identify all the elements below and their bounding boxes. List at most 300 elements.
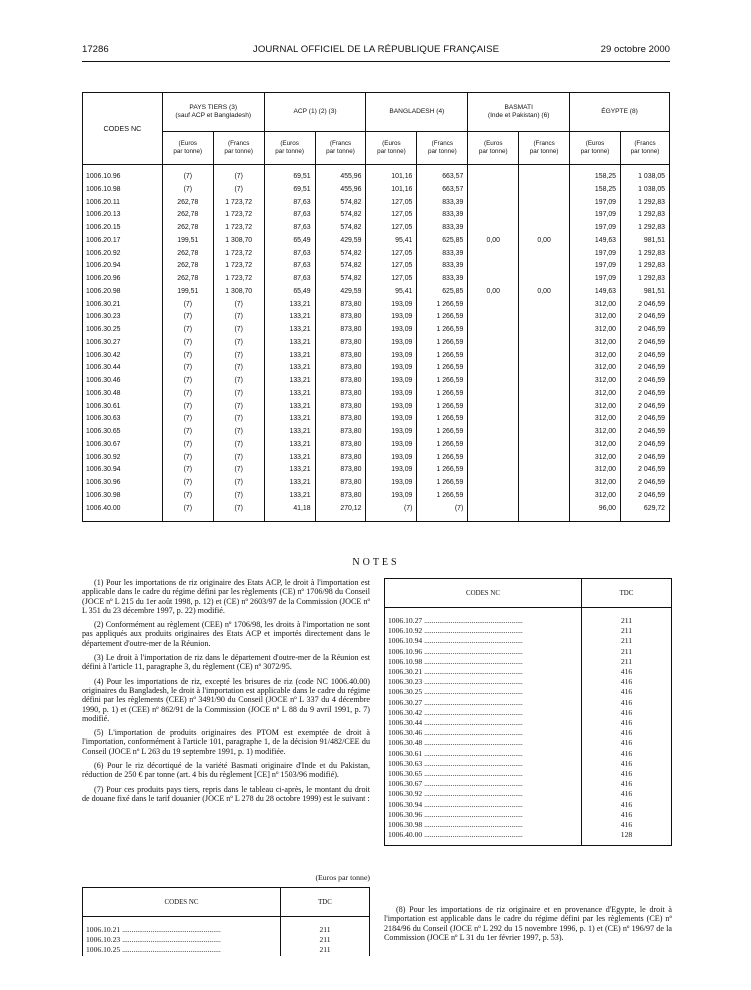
dot-leader: .................................................... bbox=[422, 769, 523, 779]
value-cell bbox=[468, 426, 519, 439]
value-cell: (7) bbox=[162, 311, 213, 324]
dot-leader: .................................................... bbox=[120, 935, 221, 945]
value-cell: (7) bbox=[213, 490, 264, 503]
value-cell: 663,57 bbox=[417, 165, 468, 184]
codes-nc-cell: 1006.30.27 bbox=[83, 337, 163, 350]
table-row bbox=[385, 728, 672, 738]
value-cell: 262,78 bbox=[162, 260, 213, 273]
value-cell bbox=[468, 452, 519, 465]
tdc-small-codes-header: CODES NC bbox=[83, 888, 281, 917]
value-cell bbox=[519, 222, 570, 235]
value-cell bbox=[519, 503, 570, 522]
note-7: (7) Pour ces produits pays tiers, repris dans le tableau ci-après, le montant du droit de douane fixé dans le tarif douanier (JOCE nº L 278 du 28 octobre 1999) est le suivant : bbox=[82, 784, 370, 803]
value-cell: 1 308,70 bbox=[213, 235, 264, 248]
value-cell: (7) bbox=[162, 165, 213, 184]
tdc-value-cell: 211 bbox=[281, 917, 370, 936]
dot-leader: .................................................... bbox=[422, 616, 523, 625]
value-cell bbox=[468, 299, 519, 312]
value-cell: 193,09 bbox=[366, 490, 417, 503]
dot-leader: .................................................... bbox=[422, 799, 523, 809]
dot-leader: .................................................... bbox=[422, 656, 523, 666]
unit-header-row bbox=[83, 132, 670, 165]
tdc-value-cell: 128 bbox=[582, 830, 672, 846]
codes-nc-cell: 1006.30.94 bbox=[83, 464, 163, 477]
unit-francs-header: (Francs par tonne) bbox=[620, 132, 669, 165]
value-cell: 312,00 bbox=[570, 477, 621, 490]
table-row bbox=[385, 708, 672, 718]
value-cell: 193,09 bbox=[366, 324, 417, 337]
value-cell: 193,09 bbox=[366, 337, 417, 350]
value-cell: 133,21 bbox=[264, 362, 315, 375]
tdc-code-cell: 1006.30.67 .................................................... bbox=[385, 779, 582, 789]
tdc-value-cell: 416 bbox=[582, 800, 672, 810]
value-cell: (7) bbox=[417, 503, 468, 522]
value-cell: 133,21 bbox=[264, 311, 315, 324]
value-cell: 133,21 bbox=[264, 439, 315, 452]
table-row bbox=[385, 810, 672, 820]
value-cell: 133,21 bbox=[264, 401, 315, 414]
value-cell: 193,09 bbox=[366, 311, 417, 324]
codes-nc-cell: 1006.20.92 bbox=[83, 248, 163, 261]
tdc-code-cell: 1006.40.00 .................................................... bbox=[385, 830, 582, 846]
value-cell bbox=[519, 337, 570, 350]
value-cell: 873,80 bbox=[315, 439, 366, 452]
value-cell: (7) bbox=[162, 362, 213, 375]
value-cell: 1 266,59 bbox=[417, 490, 468, 503]
table-row bbox=[83, 248, 670, 261]
value-cell: 101,16 bbox=[366, 184, 417, 197]
value-cell bbox=[468, 273, 519, 286]
tdc-value-cell: 211 bbox=[582, 626, 672, 636]
dot-leader: .................................................... bbox=[422, 728, 523, 738]
value-cell: 873,80 bbox=[315, 401, 366, 414]
value-cell: 95,41 bbox=[366, 235, 417, 248]
value-cell: (7) bbox=[162, 350, 213, 363]
value-cell: 158,25 bbox=[570, 165, 621, 184]
value-cell: 1 266,59 bbox=[417, 337, 468, 350]
journal-title: JOURNAL OFFICIEL DE LA RÉPUBLIQUE FRANÇAISE bbox=[252, 44, 500, 55]
value-cell: 133,21 bbox=[264, 324, 315, 337]
tdc-code-cell: 1006.30.42 .................................................... bbox=[385, 708, 582, 718]
table-row bbox=[385, 800, 672, 810]
value-cell bbox=[468, 222, 519, 235]
value-cell: 1 266,59 bbox=[417, 324, 468, 337]
group-header-pays-tiers: PAYS TIERS (3) (sauf ACP et Bangladesh) bbox=[162, 93, 264, 132]
dot-leader: .................................................... bbox=[422, 697, 523, 707]
tdc-small-tdc-header: TDC bbox=[281, 888, 370, 917]
codes-nc-cell: 1006.30.96 bbox=[83, 477, 163, 490]
value-cell bbox=[519, 324, 570, 337]
codes-nc-cell: 1006.40.00 bbox=[83, 503, 163, 522]
value-cell: 0,00 bbox=[468, 235, 519, 248]
value-cell: (7) bbox=[162, 388, 213, 401]
value-cell: 133,21 bbox=[264, 299, 315, 312]
value-cell: 133,21 bbox=[264, 426, 315, 439]
tdc-code-cell: 1006.10.98 .................................................... bbox=[385, 657, 582, 667]
import-duties-table bbox=[82, 92, 670, 522]
table-row bbox=[385, 749, 672, 759]
value-cell: 2 046,59 bbox=[620, 413, 669, 426]
value-cell: 873,80 bbox=[315, 464, 366, 477]
tdc-code-cell: 1006.30.21 .................................................... bbox=[385, 667, 582, 677]
value-cell: 312,00 bbox=[570, 439, 621, 452]
table-row bbox=[83, 388, 670, 401]
value-cell: 149,63 bbox=[570, 286, 621, 299]
codes-nc-header: CODES NC bbox=[83, 93, 163, 165]
tdc-code-cell: 1006.30.27 .................................................... bbox=[385, 698, 582, 708]
codes-nc-cell: 1006.30.92 bbox=[83, 452, 163, 465]
value-cell bbox=[519, 197, 570, 210]
value-cell: 262,78 bbox=[162, 248, 213, 261]
value-cell: (7) bbox=[213, 337, 264, 350]
value-cell: 1 292,83 bbox=[620, 222, 669, 235]
value-cell: 0,00 bbox=[519, 286, 570, 299]
table-row bbox=[83, 197, 670, 210]
value-cell: 1 038,05 bbox=[620, 184, 669, 197]
value-cell: 1 266,59 bbox=[417, 439, 468, 452]
table-row bbox=[83, 260, 670, 273]
value-cell bbox=[468, 439, 519, 452]
value-cell bbox=[468, 375, 519, 388]
dot-leader: .................................................... bbox=[422, 789, 523, 799]
value-cell: (7) bbox=[213, 477, 264, 490]
table-row bbox=[83, 464, 670, 477]
table-row bbox=[83, 222, 670, 235]
value-cell: 193,09 bbox=[366, 401, 417, 414]
value-cell: 1 266,59 bbox=[417, 350, 468, 363]
value-cell: 127,05 bbox=[366, 209, 417, 222]
value-cell: 0,00 bbox=[468, 286, 519, 299]
value-cell bbox=[468, 401, 519, 414]
value-cell bbox=[468, 490, 519, 503]
value-cell: 133,21 bbox=[264, 490, 315, 503]
value-cell bbox=[468, 350, 519, 363]
value-cell: (7) bbox=[162, 464, 213, 477]
value-cell: 1 266,59 bbox=[417, 311, 468, 324]
value-cell bbox=[468, 324, 519, 337]
value-cell bbox=[468, 260, 519, 273]
value-cell: 133,21 bbox=[264, 452, 315, 465]
value-cell bbox=[519, 401, 570, 414]
value-cell: 2 046,59 bbox=[620, 452, 669, 465]
value-cell: 429,59 bbox=[315, 235, 366, 248]
value-cell: 1 723,72 bbox=[213, 197, 264, 210]
value-cell: 127,05 bbox=[366, 273, 417, 286]
table-row bbox=[83, 439, 670, 452]
value-cell: (7) bbox=[162, 413, 213, 426]
value-cell: 2 046,59 bbox=[620, 477, 669, 490]
value-cell: 981,51 bbox=[620, 286, 669, 299]
value-cell bbox=[519, 299, 570, 312]
value-cell bbox=[519, 362, 570, 375]
value-cell: 197,09 bbox=[570, 197, 621, 210]
value-cell: 833,39 bbox=[417, 260, 468, 273]
table-row bbox=[385, 608, 672, 627]
value-cell: 87,63 bbox=[264, 222, 315, 235]
value-cell: 312,00 bbox=[570, 324, 621, 337]
value-cell: 312,00 bbox=[570, 299, 621, 312]
value-cell: 193,09 bbox=[366, 299, 417, 312]
page-header bbox=[82, 44, 670, 58]
codes-nc-cell: 1006.30.65 bbox=[83, 426, 163, 439]
value-cell: 65,49 bbox=[264, 235, 315, 248]
unit-francs-header: (Francs par tonne) bbox=[315, 132, 366, 165]
value-cell bbox=[519, 350, 570, 363]
codes-nc-cell: 1006.30.21 bbox=[83, 299, 163, 312]
notes-title: NOTES bbox=[352, 557, 400, 568]
notes-left-column bbox=[82, 578, 370, 808]
unit-francs-header: (Francs par tonne) bbox=[519, 132, 570, 165]
tdc-large-tdc-header: TDC bbox=[582, 579, 672, 608]
value-cell: 149,63 bbox=[570, 235, 621, 248]
value-cell: 1 266,59 bbox=[417, 413, 468, 426]
tdc-code-cell: 1006.30.23 .................................................... bbox=[385, 677, 582, 687]
dot-leader: .................................................... bbox=[422, 667, 523, 677]
codes-nc-cell: 1006.30.23 bbox=[83, 311, 163, 324]
tdc-value-cell: 416 bbox=[582, 749, 672, 759]
tdc-value-cell: 211 bbox=[281, 945, 370, 955]
table-row bbox=[83, 935, 370, 945]
value-cell: 312,00 bbox=[570, 490, 621, 503]
tdc-value-cell: 211 bbox=[281, 935, 370, 945]
value-cell: 193,09 bbox=[366, 452, 417, 465]
value-cell bbox=[519, 464, 570, 477]
table-row bbox=[83, 165, 670, 184]
table-row bbox=[385, 779, 672, 789]
value-cell: 197,09 bbox=[570, 222, 621, 235]
value-cell: 262,78 bbox=[162, 197, 213, 210]
codes-nc-cell: 1006.10.98 bbox=[83, 184, 163, 197]
value-cell: 1 266,59 bbox=[417, 452, 468, 465]
value-cell: 312,00 bbox=[570, 388, 621, 401]
tdc-value-cell: 416 bbox=[582, 728, 672, 738]
value-cell: 873,80 bbox=[315, 362, 366, 375]
value-cell: 262,78 bbox=[162, 222, 213, 235]
value-cell: 1 292,83 bbox=[620, 260, 669, 273]
table-row bbox=[83, 286, 670, 299]
value-cell: 833,39 bbox=[417, 273, 468, 286]
table-row bbox=[385, 626, 672, 636]
value-cell bbox=[468, 209, 519, 222]
value-cell bbox=[468, 464, 519, 477]
value-cell: 1 308,70 bbox=[213, 286, 264, 299]
codes-nc-cell: 1006.20.94 bbox=[83, 260, 163, 273]
value-cell: 312,00 bbox=[570, 452, 621, 465]
tdc-code-cell: 1006.30.65 .................................................... bbox=[385, 769, 582, 779]
value-cell: 127,05 bbox=[366, 248, 417, 261]
tdc-code-cell: 1006.10.27 .................................................... bbox=[385, 608, 582, 627]
value-cell: 1 266,59 bbox=[417, 426, 468, 439]
table-row bbox=[385, 687, 672, 697]
dot-leader: .................................................... bbox=[422, 636, 523, 646]
value-cell: 197,09 bbox=[570, 248, 621, 261]
value-cell: 2 046,59 bbox=[620, 426, 669, 439]
value-cell: 873,80 bbox=[315, 388, 366, 401]
value-cell: 1 038,05 bbox=[620, 165, 669, 184]
table-row bbox=[385, 677, 672, 687]
value-cell: 2 046,59 bbox=[620, 464, 669, 477]
value-cell: (7) bbox=[213, 375, 264, 388]
value-cell: 199,51 bbox=[162, 235, 213, 248]
value-cell bbox=[468, 311, 519, 324]
value-cell: 873,80 bbox=[315, 477, 366, 490]
tdc-value-cell: 416 bbox=[582, 667, 672, 677]
tdc-value-cell: 416 bbox=[582, 677, 672, 687]
unit-francs-header: (Francs par tonne) bbox=[417, 132, 468, 165]
unit-francs-header: (Francs par tonne) bbox=[213, 132, 264, 165]
value-cell: 574,82 bbox=[315, 248, 366, 261]
value-cell: 193,09 bbox=[366, 350, 417, 363]
value-cell: (7) bbox=[162, 375, 213, 388]
value-cell bbox=[519, 311, 570, 324]
value-cell: (7) bbox=[213, 184, 264, 197]
value-cell: 193,09 bbox=[366, 413, 417, 426]
table-row bbox=[385, 759, 672, 769]
table-row bbox=[83, 209, 670, 222]
value-cell: 574,82 bbox=[315, 260, 366, 273]
tdc-value-cell: 416 bbox=[582, 789, 672, 799]
value-cell: (7) bbox=[213, 165, 264, 184]
value-cell bbox=[468, 248, 519, 261]
value-cell: 833,39 bbox=[417, 248, 468, 261]
value-cell: 65,49 bbox=[264, 286, 315, 299]
value-cell: 1 266,59 bbox=[417, 464, 468, 477]
value-cell: 625,85 bbox=[417, 286, 468, 299]
value-cell: 873,80 bbox=[315, 375, 366, 388]
value-cell: 127,05 bbox=[366, 222, 417, 235]
value-cell: 873,80 bbox=[315, 426, 366, 439]
value-cell: 1 723,72 bbox=[213, 222, 264, 235]
table-row bbox=[83, 184, 670, 197]
note-1: (1) Pour les importations de riz originaire des Etats ACP, le droit à l'importation est applicable dans le cadre du régime défini par les règlements (CE) nº 1706/98 du Conseil (JOCE nº L 215 du 1er août 1998, p. 12) et (CE) nº 2603/97 de la Commission (JOCE nº L 351 du 23 décembre 1997, p. 22) modifié. bbox=[82, 578, 370, 615]
value-cell bbox=[519, 184, 570, 197]
dot-leader: .................................................... bbox=[422, 646, 523, 656]
value-cell: 262,78 bbox=[162, 273, 213, 286]
value-cell: 2 046,59 bbox=[620, 362, 669, 375]
table-row bbox=[83, 375, 670, 388]
tdc-large-codes-header: CODES NC bbox=[385, 579, 582, 608]
value-cell: 133,21 bbox=[264, 413, 315, 426]
table-row bbox=[385, 738, 672, 748]
table-row bbox=[83, 413, 670, 426]
table-row bbox=[83, 477, 670, 490]
dot-leader: .................................................... bbox=[422, 687, 523, 697]
tdc-value-cell: 211 bbox=[582, 636, 672, 646]
value-cell: 96,00 bbox=[570, 503, 621, 522]
value-cell: 197,09 bbox=[570, 260, 621, 273]
value-cell: 133,21 bbox=[264, 477, 315, 490]
value-cell: 87,63 bbox=[264, 209, 315, 222]
tdc-code-cell: 1006.10.23 .................................................... bbox=[83, 935, 281, 945]
tdc-value-cell: 416 bbox=[582, 698, 672, 708]
value-cell: 193,09 bbox=[366, 477, 417, 490]
value-cell: 574,82 bbox=[315, 197, 366, 210]
value-cell: 873,80 bbox=[315, 311, 366, 324]
table-row bbox=[385, 698, 672, 708]
value-cell bbox=[468, 197, 519, 210]
value-cell: (7) bbox=[213, 464, 264, 477]
codes-nc-cell: 1006.20.13 bbox=[83, 209, 163, 222]
value-cell: (7) bbox=[213, 388, 264, 401]
value-cell: 2 046,59 bbox=[620, 375, 669, 388]
value-cell bbox=[468, 337, 519, 350]
value-cell: 133,21 bbox=[264, 337, 315, 350]
unit-euros-header: (Euros par tonne) bbox=[468, 132, 519, 165]
dot-leader: .................................................... bbox=[422, 677, 523, 687]
value-cell bbox=[468, 503, 519, 522]
value-cell: 1 723,72 bbox=[213, 248, 264, 261]
value-cell bbox=[468, 362, 519, 375]
value-cell: 1 723,72 bbox=[213, 260, 264, 273]
value-cell: 873,80 bbox=[315, 324, 366, 337]
codes-nc-cell: 1006.20.17 bbox=[83, 235, 163, 248]
tdc-code-cell: 1006.30.46 .................................................... bbox=[385, 728, 582, 738]
dot-leader: .................................................... bbox=[422, 830, 523, 840]
value-cell: (7) bbox=[213, 413, 264, 426]
dot-leader: .................................................... bbox=[120, 925, 221, 934]
value-cell: 2 046,59 bbox=[620, 337, 669, 350]
value-cell: 455,96 bbox=[315, 165, 366, 184]
value-cell: (7) bbox=[162, 477, 213, 490]
note-5: (5) L'importation de produits originaires des PTOM est exemptée de droit à l'importation, conformément à l'article 101, paragraphe 1, de la décision 91/482/CEE du Conseil (JOCE nº L 263 du 19 septembre 1991, p. 1) modifiée. bbox=[82, 728, 370, 756]
codes-nc-cell: 1006.20.96 bbox=[83, 273, 163, 286]
value-cell bbox=[519, 375, 570, 388]
value-cell: 1 723,72 bbox=[213, 273, 264, 286]
tdc-code-cell: 1006.30.44 .................................................... bbox=[385, 718, 582, 728]
codes-nc-cell: 1006.30.48 bbox=[83, 388, 163, 401]
value-cell: (7) bbox=[213, 439, 264, 452]
value-cell: 2 046,59 bbox=[620, 401, 669, 414]
dot-leader: .................................................... bbox=[120, 945, 221, 955]
value-cell: 2 046,59 bbox=[620, 311, 669, 324]
table-row bbox=[83, 401, 670, 414]
dot-leader: .................................................... bbox=[422, 707, 523, 717]
dot-leader: .................................................... bbox=[422, 779, 523, 789]
page-number: 17286 bbox=[82, 44, 109, 55]
table-row bbox=[385, 636, 672, 646]
tdc-value-cell: 211 bbox=[582, 657, 672, 667]
table-row bbox=[385, 657, 672, 667]
value-cell: (7) bbox=[162, 337, 213, 350]
value-cell: 2 046,59 bbox=[620, 324, 669, 337]
value-cell: 1 292,83 bbox=[620, 273, 669, 286]
value-cell bbox=[468, 165, 519, 184]
unit-euros-header: (Euros par tonne) bbox=[162, 132, 213, 165]
tdc-value-cell: 416 bbox=[582, 759, 672, 769]
value-cell: 312,00 bbox=[570, 413, 621, 426]
value-cell: 2 046,59 bbox=[620, 388, 669, 401]
group-header-bangladesh: BANGLADESH (4) bbox=[366, 93, 468, 132]
table-row bbox=[83, 311, 670, 324]
value-cell: 574,82 bbox=[315, 273, 366, 286]
note-8-block bbox=[384, 905, 672, 942]
table-row bbox=[83, 362, 670, 375]
group-header-acp: ACP (1) (2) (3) bbox=[264, 93, 366, 132]
tdc-value-cell: 416 bbox=[582, 779, 672, 789]
value-cell: 833,39 bbox=[417, 222, 468, 235]
import-duties-body bbox=[83, 165, 670, 522]
dot-leader: .................................................... bbox=[422, 809, 523, 819]
codes-nc-cell: 1006.30.63 bbox=[83, 413, 163, 426]
value-cell: 312,00 bbox=[570, 426, 621, 439]
value-cell: 193,09 bbox=[366, 464, 417, 477]
value-cell: (7) bbox=[213, 324, 264, 337]
value-cell: 87,63 bbox=[264, 248, 315, 261]
tdc-code-cell: 1006.30.96 .................................................... bbox=[385, 810, 582, 820]
tdc-table-large bbox=[384, 578, 672, 846]
dot-leader: .................................................... bbox=[422, 718, 523, 728]
tdc-value-cell: 211 bbox=[582, 608, 672, 627]
